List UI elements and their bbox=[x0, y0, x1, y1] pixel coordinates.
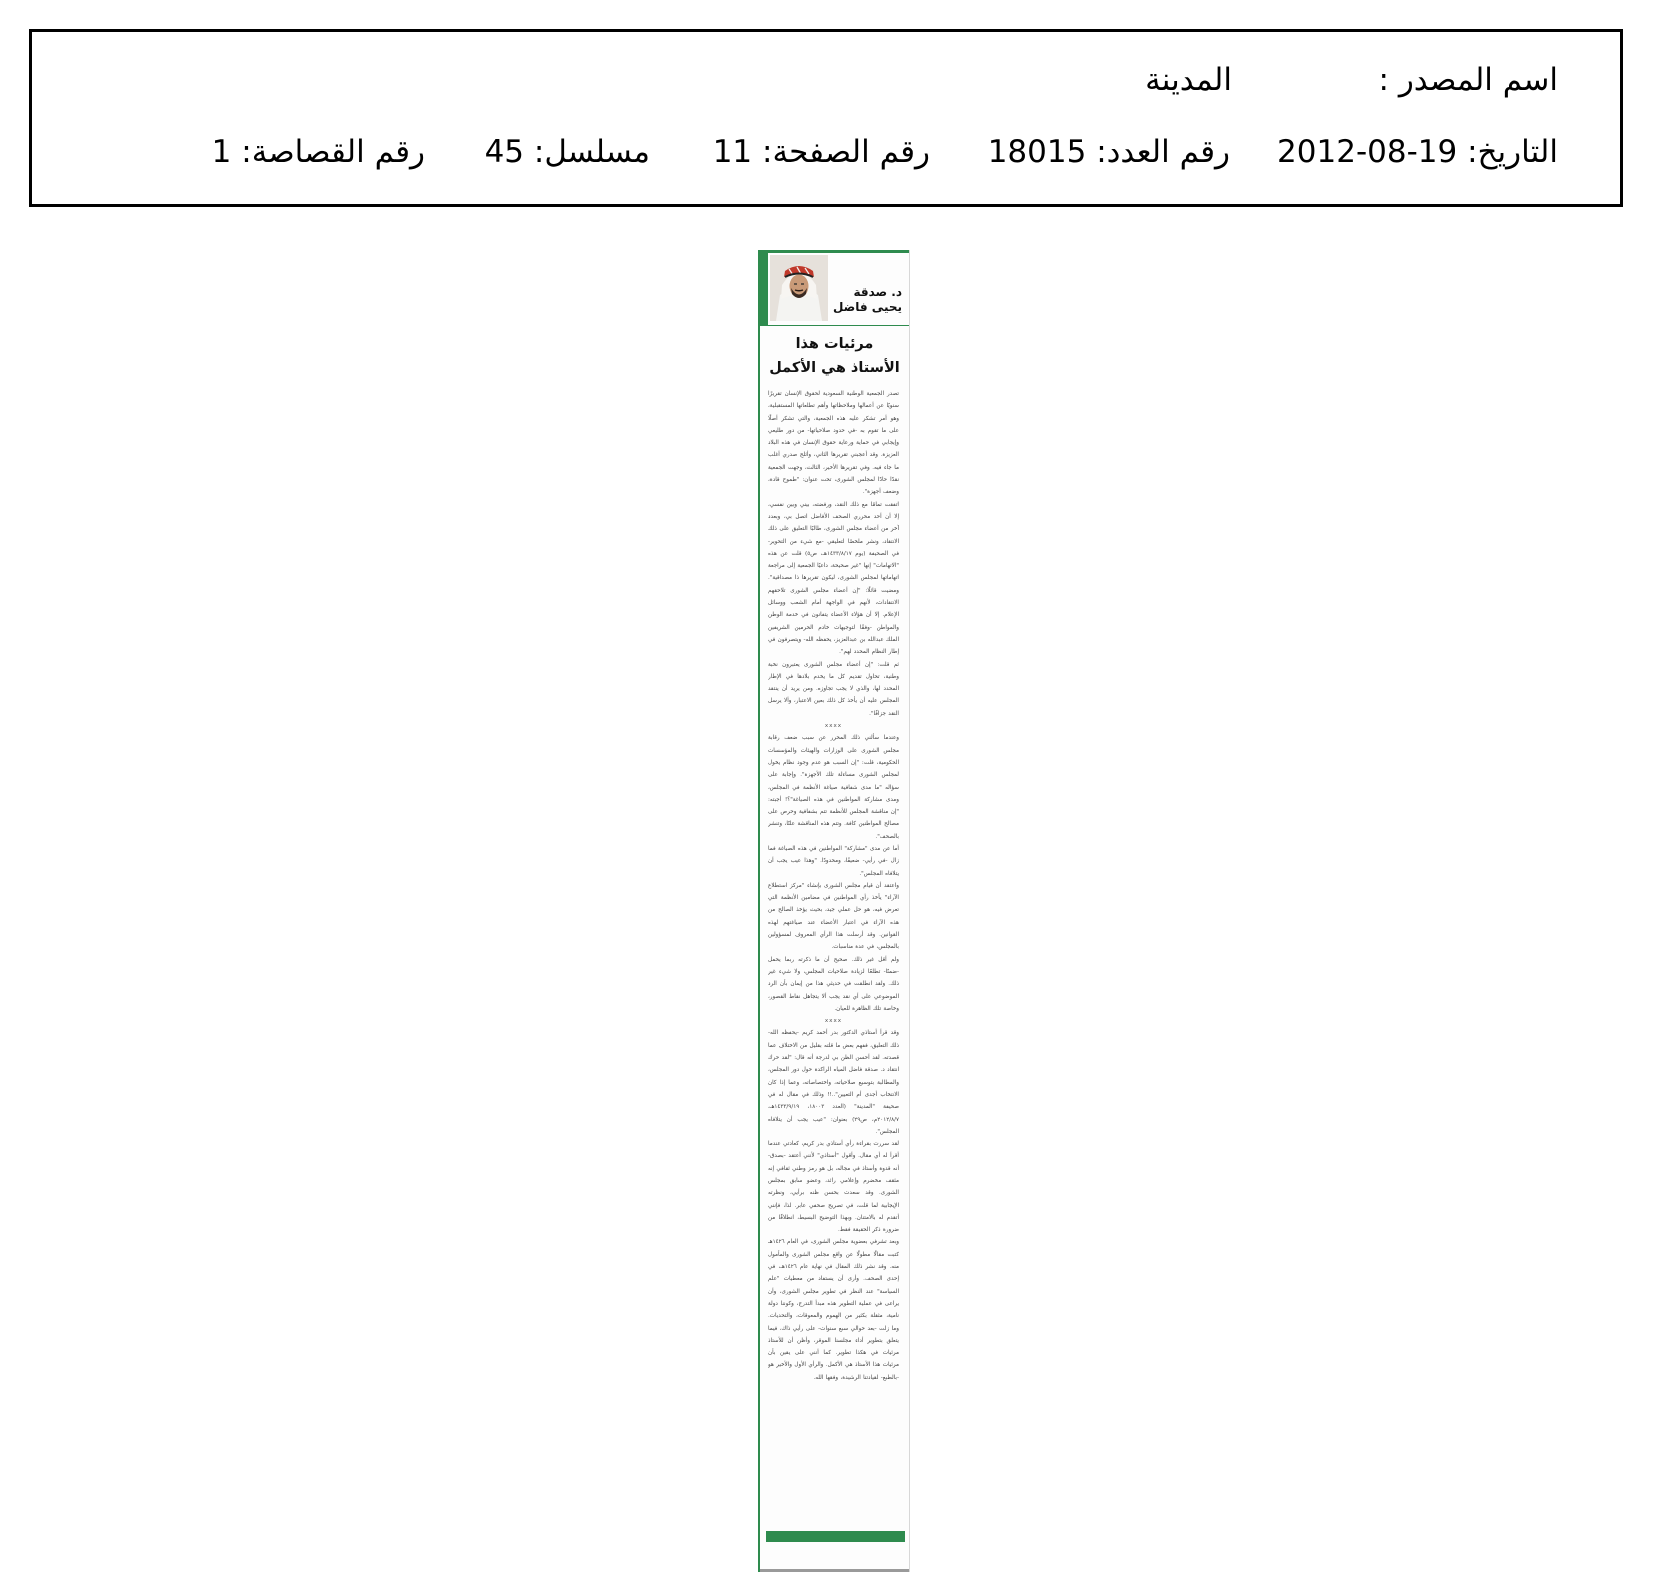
author-title: د. صدقة bbox=[853, 285, 902, 299]
date-value: 2012-08-19 bbox=[1277, 134, 1458, 170]
serial-label: مسلسل: bbox=[533, 134, 650, 170]
date-field bbox=[1277, 132, 1558, 172]
author-name: يحيى فاضل bbox=[832, 300, 902, 314]
article-paragraph: وقد قرأ أستاذي الدكتور بدر أحمد كريم -يحفظه الله- ذلك التعليق، ففهم بعض ما قلته بقليل من الاختلاف عما قصدته. لقد أحسن الظن بي لدرجة أنه قال: "لقد حرك انتقاد د. صدقة فاضل المياه الراكدة حول دور المجلس، والمطالبة بتوسيع صلاحياته، واختصاصاته، وعما إذا كان الانتخاب أجدى أم التعيين"..!! وذلك في مقال له في صحيفة "المدينة" (العدد ١٨٠٠٣، ١٤٣٣/٩/١٩هـ، ٢٠١٢/٨/٧م، ص٢٩) بعنوان: "عيب يجب أن يتلافاه المجلس". bbox=[768, 1030, 899, 1135]
author-photo bbox=[770, 255, 828, 321]
green-footer-bar bbox=[766, 1531, 905, 1542]
article-paragraph: ولم أقل غير ذلك. صحيح أن ما ذكرته ربما يحمل -ضمنًا- تطلعًا لزيادة صلاحيات المجلس، ولا شيء غير ذلك. ولقد انطلقت في حديثي هذا من إيمان بأن الرد الموضوعي على أي نقد يجب ألا يتجاهل نقاط القصور، وخاصة تلك الظاهرة للعيان. bbox=[768, 956, 899, 1012]
article-paragraph: واعتقد أن قيام مجلس الشورى بإنشاء "مركز استطلاع الآراء" يأخذ رأي المواطنين في مضامين الأنظمة التي تعرض فيه، هو حل عملي جيد، بحيث يؤخذ الصالح من هذه الآراء في اعتبار الأعضاء عند صياغتهم لهذه القوانين. وقد أرسلت هذا الرأي المعروف لمسؤولين بالمجلس، في عدة مناسبات. bbox=[768, 882, 899, 951]
clipping-bottom-edge bbox=[760, 1569, 909, 1572]
article-body bbox=[768, 388, 899, 1548]
date-label: التاريخ: bbox=[1467, 134, 1558, 170]
section-separator: xxxx bbox=[824, 1018, 843, 1025]
clip-value: 1 bbox=[211, 134, 232, 170]
issue-number-field bbox=[988, 132, 1230, 172]
article-headline bbox=[764, 332, 905, 380]
author-byline bbox=[833, 285, 902, 315]
issue-label: رقم العدد: bbox=[1096, 134, 1230, 170]
serial-field bbox=[485, 132, 650, 172]
article-paragraph: لقد سررت بقراءة رأي أستاذي بدر كريم، كعادتي عندما أقرأ له أي مقال. وأقول "أستاذي" لأنني أعتقد -بصدق- أنه قدوة وأستاذ في مجاله، بل هو رمز وطني ثقافي إنه مثقف مخضرم وإعلامي رائد، وعضو سابق بمجلس الشورى. وقد سعدت بحسن ظنه برأيي، ونظرته الإيجابية لما قلت، في تصريح صحفي عابر. لذا، فإنني أتقدم له بالامتنان. وبهذا التوضيح البسيط، انطلاقًا من ضرورة ذكر الحقيقة فقط. bbox=[768, 1141, 899, 1234]
green-accent-strip bbox=[760, 253, 768, 325]
author-band bbox=[760, 253, 910, 326]
article-paragraph: ثم قلت: "إن أعضاء مجلس الشورى يعتبرون نخبة وطنية، تحاول تقديم كل ما يخدم بلادها في الإطار المحدد لها، والذي لا يجب تجاوزه. ومن يريد أن ينتقد المجلس عليه أن يأخذ كل ذلك بعين الاعتبار، وألا يرسل النقد جزافًا". bbox=[768, 661, 899, 717]
serial-value: 45 bbox=[484, 134, 525, 170]
source-value: المدينة bbox=[1145, 62, 1232, 98]
article-paragraph: تصدر الجمعية الوطنية السعودية لحقوق الإنسان تقريرًا سنويًا عن أعمالها وملاحظاتها وأهم تطلعاتها المستقبلية، وهو أمر تشكر عليه هذه الجمعية، والتي تشكر أصلًا على ما تقوم به -في حدود صلاحياتها- من دور طليعي وإيجابي في حماية ورعاية حقوق الإنسان في هذه البلاد العزيزة. وقد أعجبني تقريرها الثاني، وأثلج صدري أغلب ما جاء فيه. وفي تقريرها الأخير، الثالث، وجهت الجمعية نقدًا حادًا لمجلس الشورى، تحت عنوان: "طموح قادة، وضعف أجهزة". bbox=[768, 391, 899, 496]
headline-line-1: مرئيات هذا bbox=[795, 336, 874, 352]
article-paragraph: وعندما سألني ذلك المحرر عن سبب ضعف رقابة مجلس الشورى على الوزارات والهيئات والمؤسسات الحكومية، قلت: "إن السبب هو عدم وجود نظام يخول لمجلس الشورى مساءلة تلك الأجهزة". وإجابة على سؤاله "ما مدى شفافية صياغة الأنظمة في المجلس، ومدى مشاركة المواطنين في هذه الصياغة"؟! أجبته: "إن مناقشة المجلس للأنظمة تتم بشفافية وحرص على مصالح المواطنين كافة. وتتم هذه المناقشة علنًا، وتنشر بالصحف". bbox=[768, 735, 899, 840]
page-value: 11 bbox=[712, 134, 753, 170]
source-label: اسم المصدر : bbox=[1378, 62, 1558, 98]
newspaper-clipping bbox=[758, 250, 910, 1572]
article-paragraph: أما عن مدى "مشاركة" المواطنين في هذه الصياغة فما زال -في رأيي- ضعيفًا، ومحدودًا. "وهذا عيب يجب أن يتلافاه المجلس". bbox=[768, 845, 899, 877]
article-paragraph: وبعد تشرفي بعضوية مجلس الشورى، في العام ١٤٢٦هـ كتبت مقالًا مطولًا عن واقع مجلس الشورى والمأمول منه. وقد نشر ذلك المقال في نهاية عام ١٤٢٦هـ، في إحدى الصحف. وأرى أن يستفاد من معطيات "علم السياسة" عند النظر في تطوير مجلس الشورى، وأن يراعى في عملية التطوير هذه مبدأ التدرج، وكوننا دولة نامية، مثقلة بكثير من الهموم والمعوقات، والتحديات. وما زلت -بعد حوالي سبع سنوات- على رأيي ذاك، فيما يتعلق بتطوير أداء مجلسنا الموقر، وأظن أن للأستاذ مرئيات في هكذا تطوير. كما أنني على يقين بأن مرئيات هذا الأستاذ هي الأكمل. والرأي الأول والأخير هو -بالطبع- لقيادتنا الرشيدة، وفقها الله. bbox=[768, 1239, 899, 1381]
clip-number-field bbox=[212, 132, 425, 172]
author-portrait-image bbox=[770, 255, 828, 321]
issue-value: 18015 bbox=[987, 134, 1087, 170]
article-paragraph: اتفقت تمامًا مع ذلك النقد، ورفضته، بيني وبين نفسي، إلا أن أحد محرري الصحف الأفاضل اتصل بي، وبعدد آخر من أعضاء مجلس الشورى، طالبًا التعليق على ذلك الانتقاد، ونشر ملخصًا لتعليقي -مع شيء من التحوير- في الصحيفة (يوم ١٤٣٣/٨/١٧هـ، ص٥) قلت عن هذه "الاتهامات" إنها "غير صحيحة، داعيًا الجمعية إلى مراجعة اتهاماتها لمجلس الشورى، ليكون تقريرها ذا مصداقية". ومضيت قائلًا: "إن أعضاء مجلس الشورى تلاحقهم الانتقادات، لأنهم في الواجهة أمام الشعب ووسائل الإعلام. إلا أن هؤلاء الأعضاء يتفانون في خدمة الوطن والمواطن -وفقًا لتوجيهات خادم الحرمين الشريفين الملك عبدالله بن عبدالعزيز، يحفظه الله- ويتصرفون في إطار النظام المحدد لهم". bbox=[768, 501, 899, 656]
clip-label: رقم القصاصة: bbox=[241, 134, 425, 170]
headline-line-2: الأستاذ هي الأكمل bbox=[769, 360, 900, 376]
clipping-info-box bbox=[29, 29, 1623, 207]
section-separator: xxxx bbox=[824, 723, 843, 730]
page-number-field bbox=[713, 132, 930, 172]
page-label: رقم الصفحة: bbox=[762, 134, 930, 170]
